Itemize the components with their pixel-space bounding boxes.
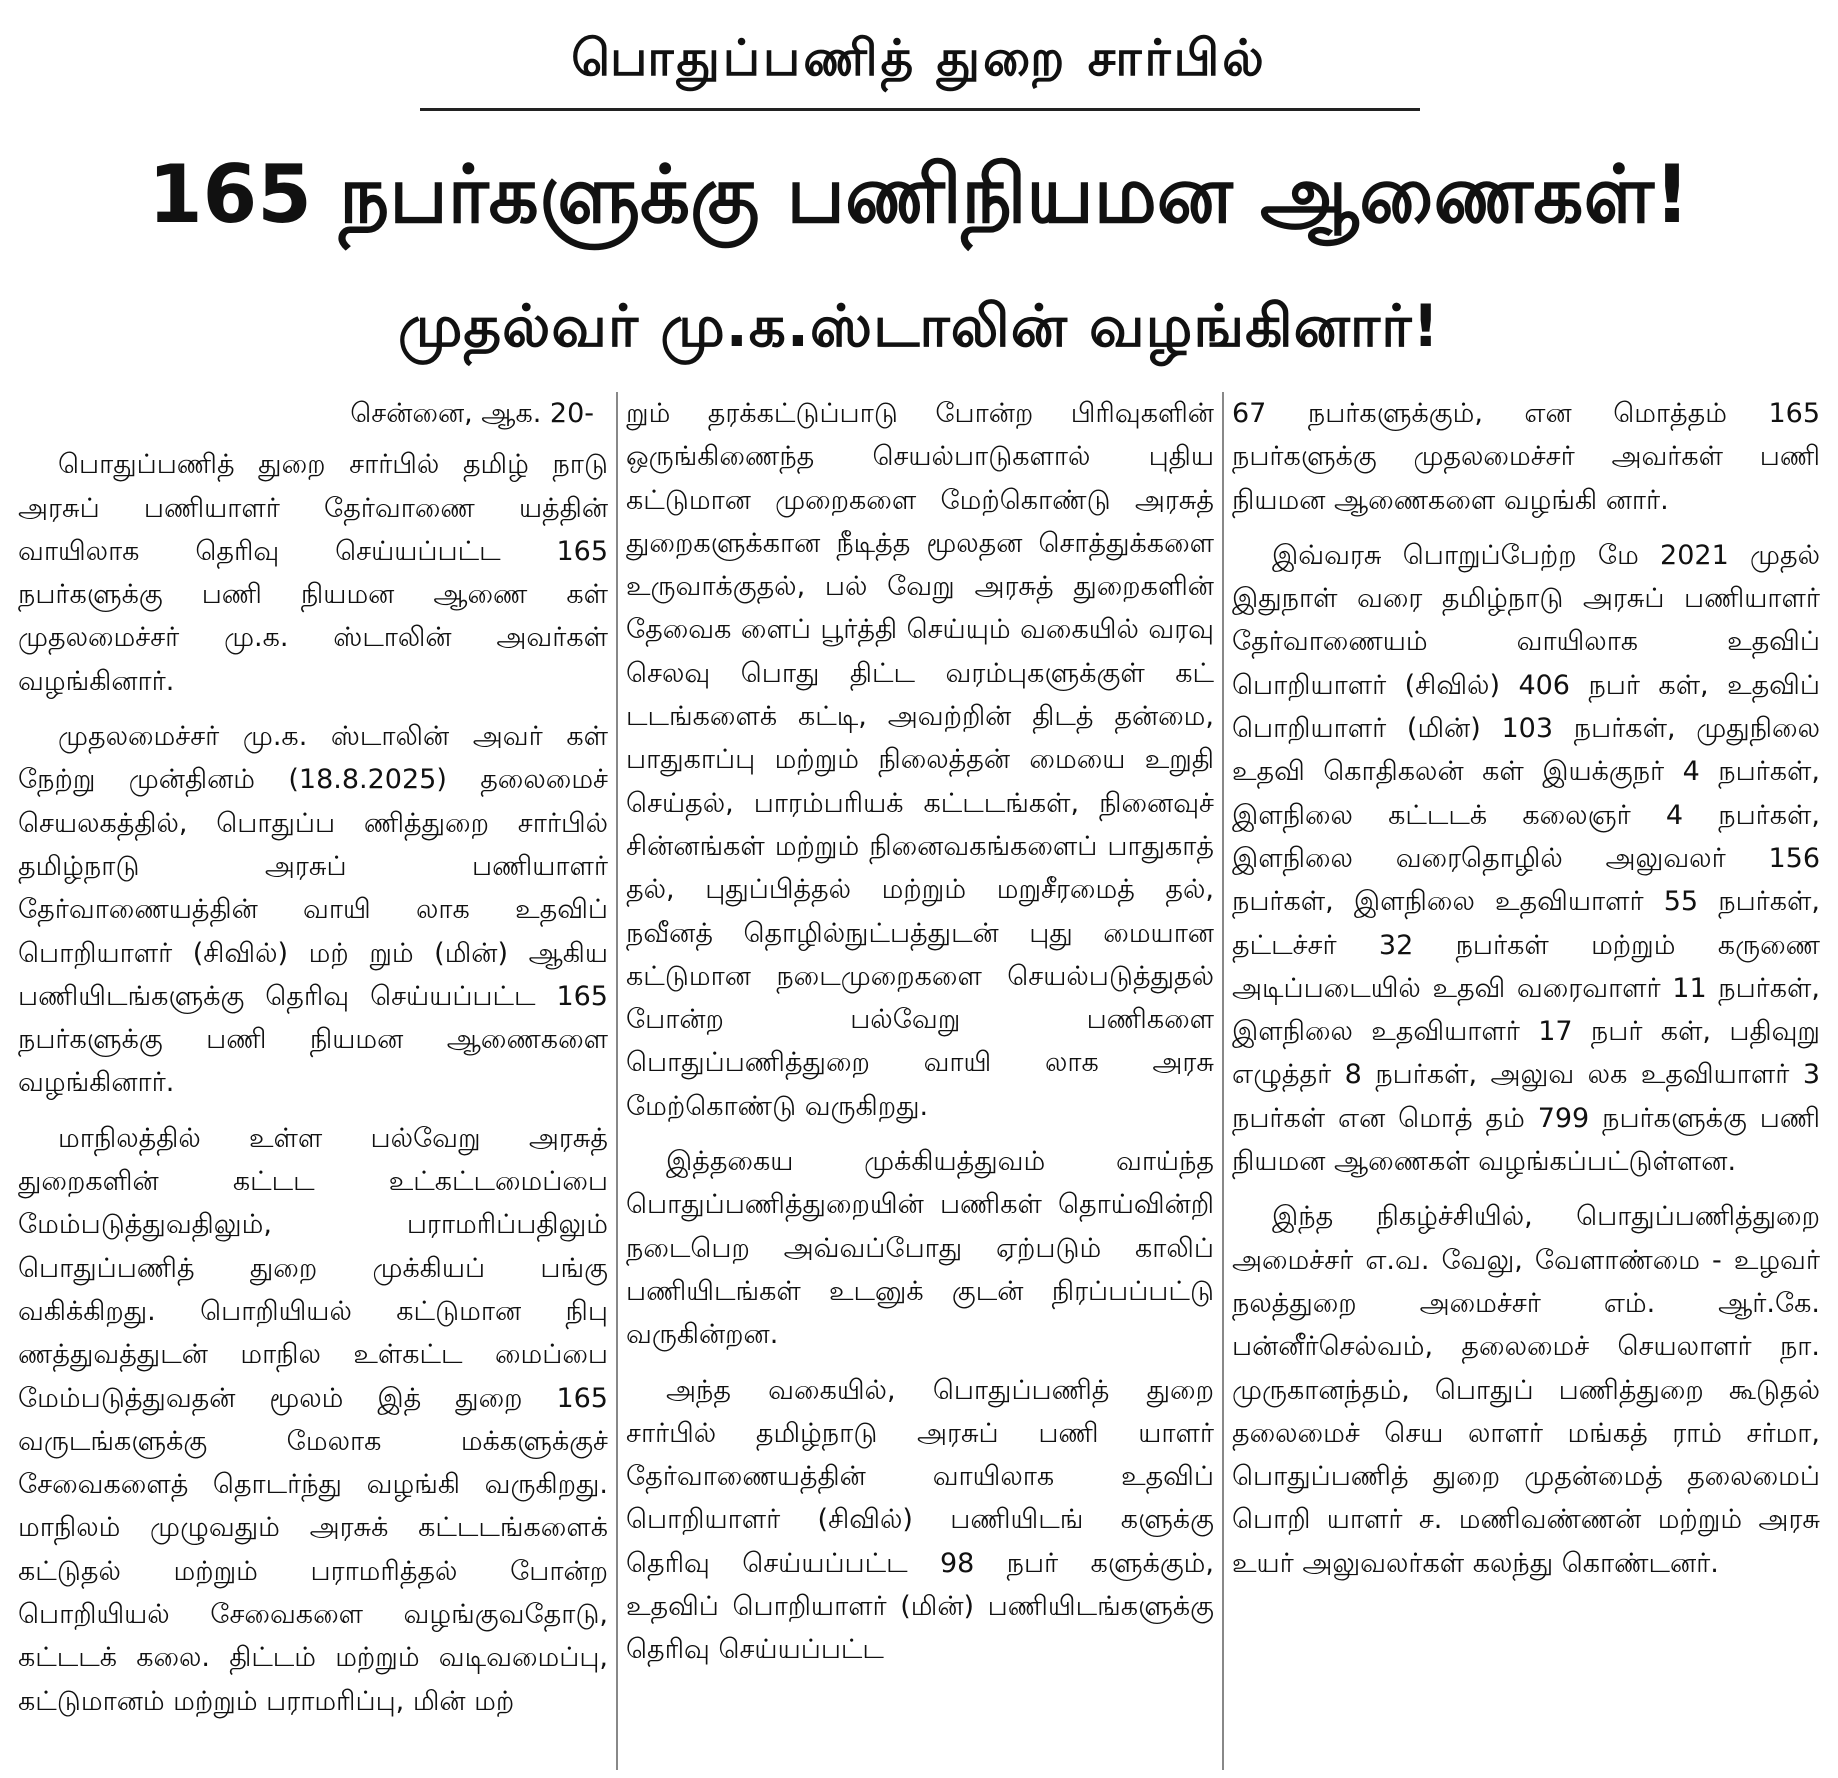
kicker-divider <box>420 108 1420 111</box>
article-body <box>10 392 1830 1770</box>
article-column-1 <box>10 392 616 1770</box>
paragraph: இவ்வரசு பொறுப்பேற்ற மே 2021 முதல் இதுநாள் வரை தமிழ்நாடு அரசுப் பணியாளர் தேர்வாணையம் வாயிலாக உதவிப் பொறியாளர் (சிவில்) 406 நபர் கள், உதவிப் பொறியாளர் (மின்) 103 நபர்கள், முதுநிலை உதவி கொதிகலன் கள் இயக்குநர் 4 நபர்கள், இளநிலை கட்டடக் கலைஞர் 4 நபர்கள், இளநிலை வரைதொழில் அலுவலர் 156 நபர்கள், இளநிலை உதவியாளர் 55 நபர்கள், தட்டச்சர் 32 நபர்கள் மற்றும் கருணை அடிப்படையில் உதவி வரைவாளர் 11 நபர்கள், இளநிலை உதவியாளர் 17 நபர் கள், பதிவுறு எழுத்தர் 8 நபர்கள், அலுவ லக உதவியாளர் 3 நபர்கள் என மொத் தம் 799 நபர்களுக்கு பணி நியமன ஆணைகள் வழங்கப்பட்டுள்ளன. <box>1232 539 1820 1178</box>
paragraph: பொதுப்பணித் துறை சார்பில் தமிழ் நாடு அரசுப் பணியாளர் தேர்வாணை யத்தின் வாயிலாக தெரிவு செய்யப்பட்ட 165 நபர்களுக்கு பணி நியமன ஆணை கள் முதலமைச்சர் மு.க. ஸ்டாலின் அவர்கள் வழங்கினார். <box>18 449 608 697</box>
paragraph: அந்த வகையில், பொதுப்பணித் துறை சார்பில் தமிழ்நாடு அரசுப் பணி யாளர் தேர்வாணையத்தின் வாயிலாக உதவிப் பொறியாளர் (சிவில்) பணியிடங் களுக்கு தெரிவு செய்யப்பட்ட 98 நபர் களுக்கும், உதவிப் பொறியாளர் (மின்) பணியிடங்களுக்கு தெரிவு செய்யப்பட்ட <box>626 1374 1214 1666</box>
dateline: சென்னை, ஆக. 20- <box>350 398 594 429</box>
paragraph: முதலமைச்சர் மு.க. ஸ்டாலின் அவர் கள் நேற்று முன்தினம் (18.8.2025) தலைமைச் செயலகத்தில், பொதுப்ப ணித்துறை சார்பில் தமிழ்நாடு அரசுப் பணியாளர் தேர்வாணையத்தின் வாயி லாக உதவிப் பொறியாளர் (சிவில்) மற் றும் (மின்) ஆகிய பணியிடங்களுக்கு தெரிவு செய்யப்பட்ட 165 நபர்களுக்கு பணி நியமன ஆணைகளை வழங்கினார். <box>18 721 608 1099</box>
article-column-2 <box>616 392 1222 1770</box>
article-column-3 <box>1222 392 1828 1770</box>
article-subheadline: முதல்வர் மு.க.ஸ்டாலின் வழங்கினார்! <box>398 292 1440 360</box>
paragraph: இத்தகைய முக்கியத்துவம் வாய்ந்த பொதுப்பணித்துறையின் பணிகள் தொய்வின்றி நடைபெற அவ்வப்போது ஏற்படும் காலிப் பணியிடங்கள் உடனுக் குடன் நிரப்பப்பட்டு வருகின்றன. <box>626 1146 1214 1351</box>
paragraph: 67 நபர்களுக்கும், என மொத்தம் 165 நபர்களுக்கு முதலமைச்சர் அவர்கள் பணி நியமன ஆணைகளை வழங்கி னார். <box>1232 398 1820 516</box>
article-kicker: பொதுப்பணித் துறை சார்பில் <box>571 29 1267 87</box>
paragraph: றும் தரக்கட்டுப்பாடு போன்ற பிரிவுகளின் ஒருங்கிணைந்த செயல்பாடுகளால் புதிய கட்டுமான முறைகளை மேற்கொண்டு அரசுத் துறைகளுக்கான நீடித்த மூலதன சொத்துக்களை உருவாக்குதல், பல் வேறு அரசுத் துறைகளின் தேவைக ளைப் பூர்த்தி செய்யும் வகையில் வரவு செலவு பொது திட்ட வரம்புகளுக்குள் கட் டடங்களைக் கட்டி, அவற்றின் திடத் தன்மை, பாதுகாப்பு மற்றும் நிலைத்தன் மையை உறுதி செய்தல், பாரம்பரியக் கட்டடங்கள், நினைவுச் சின்னங்கள் மற்றும் நினைவகங்களைப் பாதுகாத் தல், புதுப்பித்தல் மற்றும் மறுசீரமைத் தல், நவீனத் தொழில்நுட்பத்துடன் புது மையான கட்டுமான நடைமுறைகளை செயல்படுத்துதல் போன்ற பல்வேறு பணிகளை பொதுப்பணித்துறை வாயி லாக அரசு மேற்கொண்டு வருகிறது. <box>626 398 1214 1122</box>
paragraph: இந்த நிகழ்ச்சியில், பொதுப்பணித்துறை அமைச்சர் எ.வ. வேலு, வேளாண்மை - உழவர் நலத்துறை அமைச்சர் எம். ஆர்.கே. பன்னீர்செல்வம், தலைமைச் செயலாளர் நா. முருகானந்தம், பொதுப் பணித்துறை கூடுதல் தலைமைச் செய லாளர் மங்கத் ராம் சர்மா, பொதுப்பணித் துறை முதன்மைத் தலைமைப் பொறி யாளர் ச. மணிவண்ணன் மற்றும் அரசு உயர் அலுவலர்கள் கலந்து கொண்டனர். <box>1232 1201 1820 1579</box>
paragraph: மாநிலத்தில் உள்ள பல்வேறு அரசுத் துறைகளின் கட்டட உட்கட்டமைப்பை மேம்படுத்துவதிலும், பராமரிப்பதிலும் பொதுப்பணித் துறை முக்கியப் பங்கு வகிக்கிறது. பொறியியல் கட்டுமான நிபு ணத்துவத்துடன் மாநில உள்கட்ட மைப்பை மேம்படுத்துவதன் மூலம் இத் துறை 165 வருடங்களுக்கு மேலாக மக்களுக்குச் சேவைகளைத் தொடர்ந்து வழங்கி வருகிறது. மாநிலம் முழுவதும் அரசுக் கட்டடங்களைக் கட்டுதல் மற்றும் பராமரித்தல் போன்ற பொறியியல் சேவைகளை வழங்குவதோடு, கட்டடக் கலை. திட்டம் மற்றும் வடிவமைப்பு, கட்டுமானம் மற்றும் பராமரிப்பு, மின் மற் <box>18 1122 608 1717</box>
article-headline: 165 நபர்களுக்கு பணிநியமன ஆணைகள்! <box>148 148 1690 241</box>
